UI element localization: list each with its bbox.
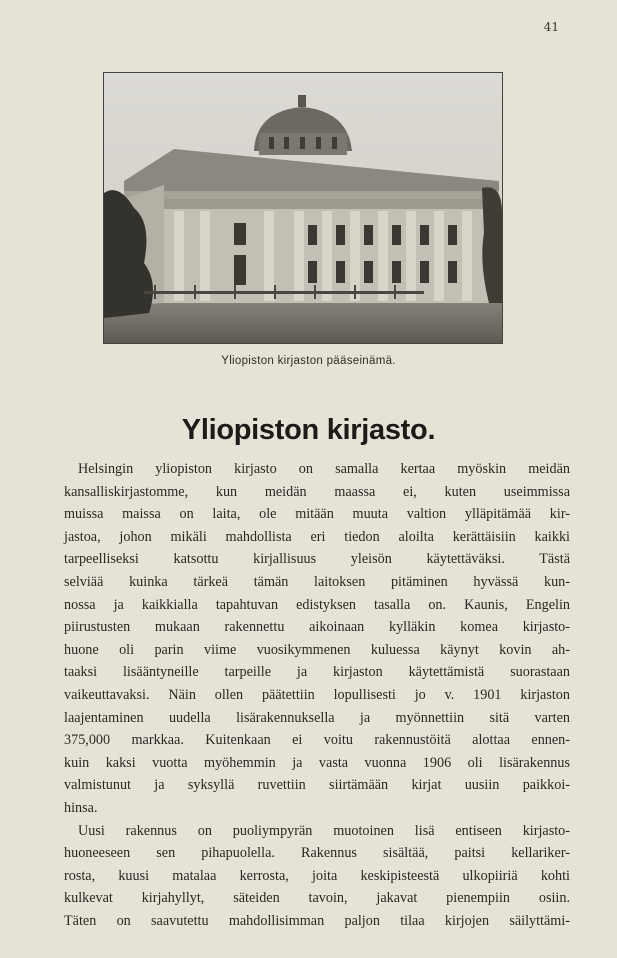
text-line: 375,000 markkaa. Kuitenkaan ei voitu rakennustöitä alottaa ennen- xyxy=(64,732,570,749)
library-photo xyxy=(103,72,503,344)
text-line: laajentaminen uudella lisärakennuksella ja myönnettiin sitä varten xyxy=(64,709,570,726)
text-line: Täten on saavutettu mahdollisimman paljon tilaa kirjojen säilyttämi- xyxy=(64,912,570,929)
text-line: taaksi lisääntyneille tarpeille ja kirjaston käytettämistä suorastaan xyxy=(64,664,570,681)
text-line: jastoa, johon mikäli mahdollista eri tiedon aloilta kerättäisiin kaikki xyxy=(64,528,570,545)
article-body xyxy=(64,458,570,932)
page-number: 41 xyxy=(543,20,559,34)
text-line: rosta, kuusi matalaa kerrosta, joita keskipisteestä ulkopiiriä kohti xyxy=(64,867,570,884)
text-line: piirustusten mukaan rakennettu aikoinaan kylläkin komea kirjasto- xyxy=(64,619,570,636)
text-line: huoneeseen sen pihapuolella. Rakennus sisältää, paitsi kellariker- xyxy=(64,845,570,862)
text-line: hinsa. xyxy=(64,799,98,816)
text-line: kuin kaksi vuotta myöhemmin ja vasta vuonna 1906 oli lisärakennus xyxy=(64,754,570,771)
text-line: valmistunut ja syksyllä ruvettiin siirtämään kirjat uusiin paikkoi- xyxy=(64,777,570,794)
text-line: Uusi rakennus on puoliympyrän muotoinen lisä entiseen kirjasto- xyxy=(78,822,570,839)
text-line: muissa maissa on laita, ole mitään muuta valtion ylläpitämää kir- xyxy=(64,506,570,523)
article-title: Yliopiston kirjasto. xyxy=(181,414,436,446)
photo-caption: Yliopiston kirjaston pääseinämä. xyxy=(221,355,396,367)
text-line: selviää kuinka tärkeä tämän laitoksen pitäminen hyvässä kun- xyxy=(64,573,570,590)
text-line: kansalliskirjastomme, kun meidän maassa ei, kuten useimmissa xyxy=(64,483,570,500)
text-line: nossa ja kaikkialla tapahtuvan edistyksen tasalla on. Kaunis, Engelin xyxy=(64,596,570,613)
text-line: vaikeuttavaksi. Näin ollen päätettiin lopullisesti jo v. 1901 kirjaston xyxy=(64,686,570,703)
text-line: Helsingin yliopiston kirjasto on samalla kertaa myöskin meidän xyxy=(78,461,570,477)
library-building-image xyxy=(104,73,502,343)
text-line: huone oli parin viime vuosikymmenen kuluessa käynyt kovin ah- xyxy=(64,641,570,658)
text-line: kulkevat kirjahyllyt, säteiden tavoin, jakavat pienempiin osiin. xyxy=(64,890,570,907)
text-line: tarpeelliseksi katsottu kirjallisuus yleisön käytettäväksi. Tästä xyxy=(64,551,570,568)
